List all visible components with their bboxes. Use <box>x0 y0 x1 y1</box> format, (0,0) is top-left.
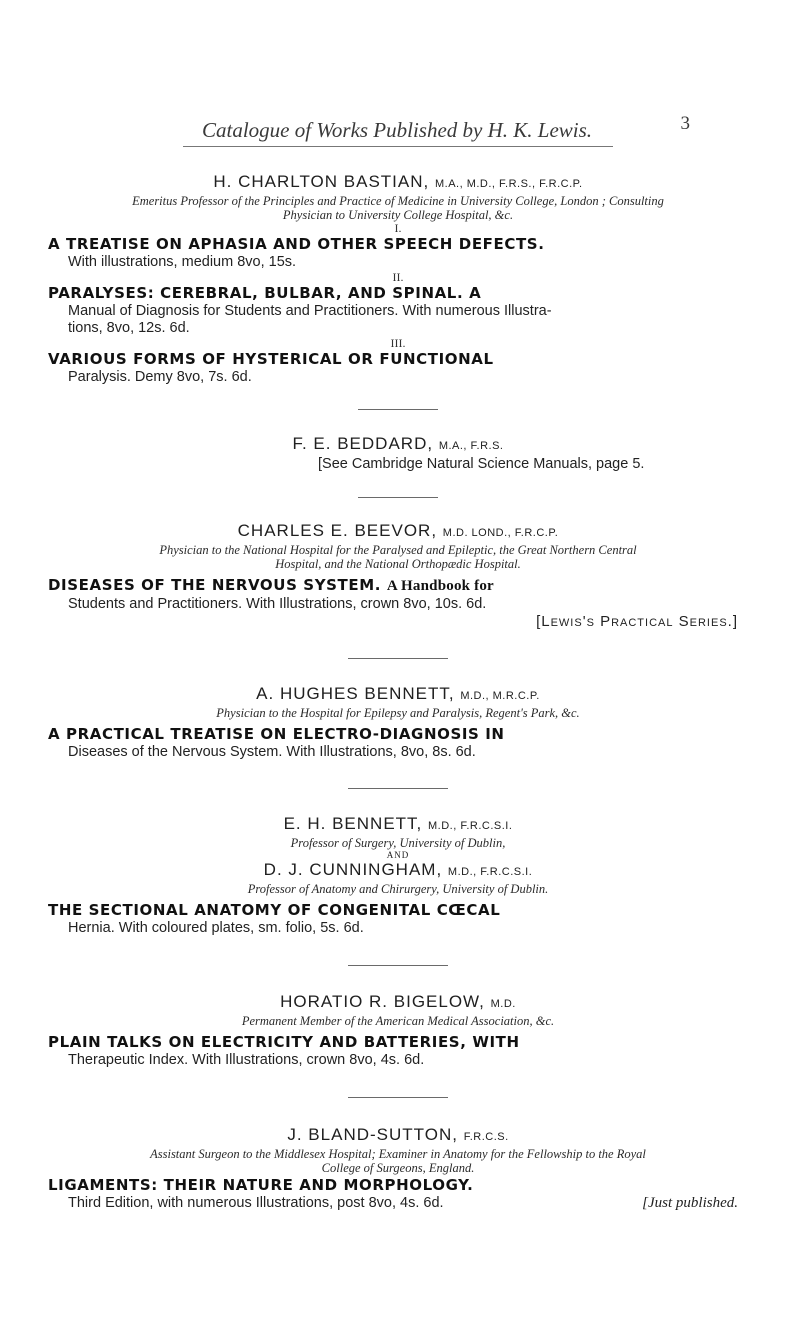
author-degrees: M.D. <box>490 998 516 1010</box>
author-degrees: M.D. LOND., F.R.C.P. <box>442 527 559 539</box>
author-affiliation: Professor of Surgery, University of Dublin, <box>290 836 506 850</box>
coauthor-name: D. J. CUNNINGHAM, <box>263 860 443 879</box>
author-name: CHARLES E. BEEVOR, <box>237 521 438 540</box>
publication-note: [Just published. <box>642 1195 738 1211</box>
author-name: A. HUGHES BENNETT, <box>256 684 455 703</box>
book-title: VARIOUS FORMS OF HYSTERICAL OR FUNCTIONAL <box>48 350 494 368</box>
coauthor-heading <box>48 860 748 882</box>
book-description: tions, 8vo, 12s. 6d. <box>68 320 190 336</box>
book-description: Students and Practitioners. With Illustrations, crown 8vo, 10s. 6d. <box>68 596 487 612</box>
book-title <box>48 575 748 596</box>
catalogue-entry <box>48 172 748 386</box>
author-name: H. CHARLTON BASTIAN, <box>213 172 430 191</box>
author-heading <box>48 1125 748 1147</box>
author-name: F. E. BEDDARD, <box>292 434 434 453</box>
coauthor-affiliation: Professor of Anatomy and Chirurgery, University of Dublin. <box>247 882 549 896</box>
book-description-text: Third Edition, with numerous Illustrations, post 8vo, 4s. 6d. <box>68 1195 444 1211</box>
author-heading <box>48 434 748 456</box>
and-conjunction: AND <box>386 850 410 860</box>
entry-divider <box>358 497 438 498</box>
book-title: THE SECTIONAL ANATOMY OF CONGENITAL CŒCAL <box>48 901 501 919</box>
cross-reference: [See Cambridge Natural Science Manuals, page 5. <box>318 456 645 472</box>
author-heading <box>48 814 748 836</box>
book-description: With illustrations, medium 8vo, 15s. <box>68 254 297 270</box>
book-number: I. <box>394 221 402 235</box>
catalogue-entry <box>48 684 748 761</box>
series-note: [Lewis's Practical Series.] <box>536 613 738 630</box>
author-degrees: F.R.C.S. <box>463 1131 509 1143</box>
book-number: II. <box>392 270 404 284</box>
catalogue-entry <box>48 814 748 937</box>
running-head-title: Catalogue of Works Published by H. K. Lewis. <box>202 118 593 142</box>
author-heading <box>48 521 748 543</box>
catalogue-entry <box>48 992 748 1069</box>
book-description <box>48 1195 748 1212</box>
entry-divider <box>348 1097 448 1098</box>
author-affiliation: Physician to the Hospital for Epilepsy and Paralysis, Regent's Park, &c. <box>216 706 580 720</box>
book-title-main: DISEASES OF THE NERVOUS SYSTEM. <box>48 576 382 594</box>
entry-divider <box>348 965 448 966</box>
author-name: J. BLAND-SUTTON, <box>287 1125 458 1144</box>
entry-divider <box>348 788 448 789</box>
book-title: LIGAMENTS: THEIR NATURE AND MORPHOLOGY. <box>48 1176 474 1194</box>
coauthor-degrees: M.D., F.R.C.S.I. <box>447 866 533 878</box>
author-heading <box>48 172 748 194</box>
author-heading <box>48 684 748 706</box>
entry-divider <box>358 409 438 410</box>
author-affiliation: Emeritus Professor of the Principles and Practice of Medicine in University College, London ; Consulting <box>132 194 664 208</box>
book-description: Therapeutic Index. With Illustrations, crown 8vo, 4s. 6d. <box>68 1052 425 1068</box>
book-title: PLAIN TALKS ON ELECTRICITY AND BATTERIES, WITH <box>48 1033 520 1051</box>
author-affiliation: Physician to University College Hospital, &c. <box>282 208 514 222</box>
book-title: A TREATISE ON APHASIA AND OTHER SPEECH DEFECTS. <box>48 235 545 253</box>
author-affiliation: Physician to the National Hospital for the Paralysed and Epileptic, the Great Northern Central <box>159 543 637 557</box>
book-description: Manual of Diagnosis for Students and Practitioners. With numerous Illustra- <box>68 303 552 319</box>
author-degrees: M.D., M.R.C.P. <box>460 690 540 702</box>
book-description: Diseases of the Nervous System. With Illustrations, 8vo, 8s. 6d. <box>68 744 476 760</box>
book-description: Hernia. With coloured plates, sm. folio, 5s. 6d. <box>68 920 364 936</box>
page-number: 3 <box>680 113 690 134</box>
author-affiliation: Permanent Member of the American Medical Association, &c. <box>241 1014 555 1028</box>
catalogue-entry <box>48 1125 748 1212</box>
catalogue-entry <box>48 434 748 473</box>
entry-divider <box>348 658 448 659</box>
author-heading <box>48 992 748 1014</box>
book-title: PARALYSES: CEREBRAL, BULBAR, AND SPINAL. A <box>48 284 482 302</box>
book-number: III. <box>390 336 406 350</box>
catalogue-content <box>48 172 748 1212</box>
author-degrees: M.D., F.R.C.S.I. <box>428 820 513 832</box>
author-name: E. H. BENNETT, <box>283 814 423 833</box>
book-description: Paralysis. Demy 8vo, 7s. 6d. <box>68 369 252 385</box>
author-affiliation: Hospital, and the National Orthopædic Hospital. <box>275 557 521 571</box>
header-rule <box>183 146 613 147</box>
author-name: HORATIO R. BIGELOW, <box>280 992 485 1011</box>
author-degrees: M.A., F.R.S. <box>438 440 504 452</box>
book-title-rest: A Handbook for <box>386 578 494 594</box>
author-affiliation: College of Surgeons, England. <box>321 1161 475 1175</box>
book-title: A PRACTICAL TREATISE ON ELECTRO-DIAGNOSIS IN <box>48 725 505 743</box>
author-affiliation: Assistant Surgeon to the Middlesex Hospital; Examiner in Anatomy for the Fellowship to the Royal <box>150 1147 646 1161</box>
author-degrees: M.A., M.D., F.R.S., F.R.C.P. <box>434 178 583 190</box>
catalogue-entry <box>48 521 748 631</box>
